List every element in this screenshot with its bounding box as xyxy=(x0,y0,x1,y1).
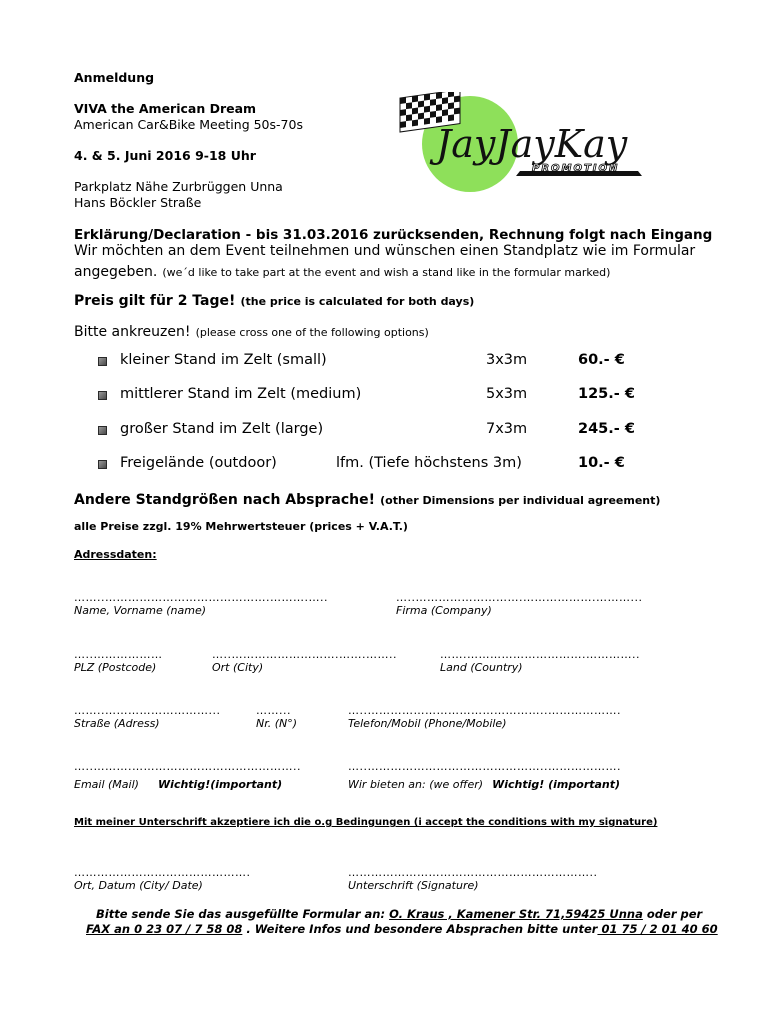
company-field[interactable]: …..……………………….……………….………... xyxy=(396,591,643,604)
declaration-line-2 xyxy=(74,261,610,280)
footer-info-text: . Weitere Infos und besondere Absprachen bitte unter xyxy=(242,922,598,936)
offer-field[interactable]: …..………………………………………..………………. xyxy=(348,760,621,773)
event-subtitle: American Car&Bike Meeting 50s-70s xyxy=(74,117,303,132)
email-field[interactable]: …..……….…………………………………….. xyxy=(74,760,301,773)
offer-important: Wichtig! (important) xyxy=(492,778,621,791)
price-note xyxy=(74,290,474,309)
phone-field[interactable]: …..………………………………………..………………. xyxy=(348,704,621,717)
email-important: Wichtig!(important) xyxy=(158,778,283,791)
vat-note: alle Preise zzgl. 19% Mehrwertsteuer (prices + V.A.T.) xyxy=(74,520,408,533)
checkbox-medium[interactable] xyxy=(98,391,107,400)
footer-line-2 xyxy=(86,922,718,936)
declaration-heading: Erklärung/Declaration - bis 31.03.2016 zurücksenden, Rechnung folgt nach Eingang xyxy=(74,227,713,243)
footer-phone-link[interactable]: 01 75 / 2 01 40 60 xyxy=(597,922,718,936)
company-label: Firma (Company) xyxy=(396,604,492,617)
name-field[interactable]: ……..…………………………………….……….….. xyxy=(74,591,328,604)
offer-label: Wir bieten an: (we offer) xyxy=(348,778,484,791)
option-large-size: 7x3m xyxy=(486,421,528,437)
logo-wordmark: JayJayKay xyxy=(436,122,628,166)
declaration-line-2-note: (we´d like to take part at the event and wish a stand like in the formular marked) xyxy=(162,266,611,279)
price-note-sub: (the price is calculated for both days) xyxy=(240,295,475,308)
location-line-2: Hans Böckler Straße xyxy=(74,195,202,210)
other-sizes-note xyxy=(74,489,660,508)
option-medium-size: 5x3m xyxy=(486,386,528,402)
footer-or-text: oder per xyxy=(642,907,703,921)
city-label: Ort (City) xyxy=(212,661,264,674)
option-outdoor-label: Freigelände (outdoor) xyxy=(120,455,277,471)
option-outdoor-price: 10.- € xyxy=(578,455,625,471)
place-date-label: Ort, Datum (City/ Date) xyxy=(74,879,203,892)
cross-instruction-main: Bitte ankreuzen! xyxy=(74,324,191,340)
option-medium-label: mittlerer Stand im Zelt (medium) xyxy=(120,386,362,402)
option-outdoor-size: lfm. (Tiefe höchstens 3m) xyxy=(336,455,522,471)
email-label-group xyxy=(74,773,282,792)
other-sizes-main: Andere Standgrößen nach Absprache! xyxy=(74,492,376,508)
option-large-label: großer Stand im Zelt (large) xyxy=(120,421,324,437)
footer-line-1 xyxy=(96,907,702,921)
offer-label-group xyxy=(348,773,620,792)
signature-acceptance-note: Mit meiner Unterschrift akzeptiere ich die o.g Bedingungen (i accept the conditions with my signature) xyxy=(74,817,658,828)
option-large-price: 245.- € xyxy=(578,421,635,437)
declaration-line-1: Wir möchten an dem Event teilnehmen und wünschen einen Standplatz wie im Formular xyxy=(74,243,696,259)
form-title: Anmeldung xyxy=(74,70,155,85)
street-field[interactable]: ……..………………………... xyxy=(74,704,221,717)
option-small-price: 60.- € xyxy=(578,352,625,368)
option-medium-price: 125.- € xyxy=(578,386,635,402)
checkbox-outdoor[interactable] xyxy=(98,460,107,469)
option-small-size: 3x3m xyxy=(486,352,528,368)
street-label: Straße (Adress) xyxy=(74,717,160,730)
cross-instruction xyxy=(74,321,429,340)
logo-promotion: PROMOTION xyxy=(532,163,620,174)
signature-label: Unterschrift (Signature) xyxy=(348,879,479,892)
cross-instruction-note: (please cross one of the following options) xyxy=(195,326,429,339)
price-note-main: Preis gilt für 2 Tage! xyxy=(74,293,236,309)
house-number-field[interactable]: ……... xyxy=(256,704,291,717)
jayjaykay-logo xyxy=(396,92,656,192)
declaration-line-2-main: angegeben. xyxy=(74,264,158,280)
name-label: Name, Vorname (name) xyxy=(74,604,207,617)
checkbox-large[interactable] xyxy=(98,426,107,435)
event-title: VIVA the American Dream xyxy=(74,101,257,116)
signature-field[interactable]: ……………………………………………………….. xyxy=(348,866,598,879)
option-small-label: kleiner Stand im Zelt (small) xyxy=(120,352,327,368)
email-label: Email (Mail) xyxy=(74,778,139,791)
footer-address-link[interactable]: O. Kraus , Kamener Str. 71,59425 Unna xyxy=(389,907,643,921)
footer-send-text: Bitte sende Sie das ausgefüllte Formular an: xyxy=(96,907,390,921)
postcode-field[interactable]: …..……………… xyxy=(74,648,163,661)
postcode-label: PLZ (Postcode) xyxy=(74,661,157,674)
address-heading: Adressdaten: xyxy=(74,548,157,561)
other-sizes-sub: (other Dimensions per individual agreement) xyxy=(380,494,661,507)
city-field[interactable]: …..……………………….…….…….. xyxy=(212,648,397,661)
footer-fax-link[interactable]: FAX an 0 23 07 / 7 58 08 xyxy=(86,922,243,936)
checkbox-small[interactable] xyxy=(98,357,107,366)
house-number-label: Nr. (N°) xyxy=(256,717,298,730)
place-date-field[interactable]: ………………………………………. xyxy=(74,866,251,879)
country-field[interactable]: …….………………………….………….. xyxy=(440,648,640,661)
location-line-1: Parkplatz Nähe Zurbrüggen Unna xyxy=(74,179,283,194)
event-date: 4. & 5. Juni 2016 9-18 Uhr xyxy=(74,148,256,163)
country-label: Land (Country) xyxy=(440,661,523,674)
phone-label: Telefon/Mobil (Phone/Mobile) xyxy=(348,717,507,730)
